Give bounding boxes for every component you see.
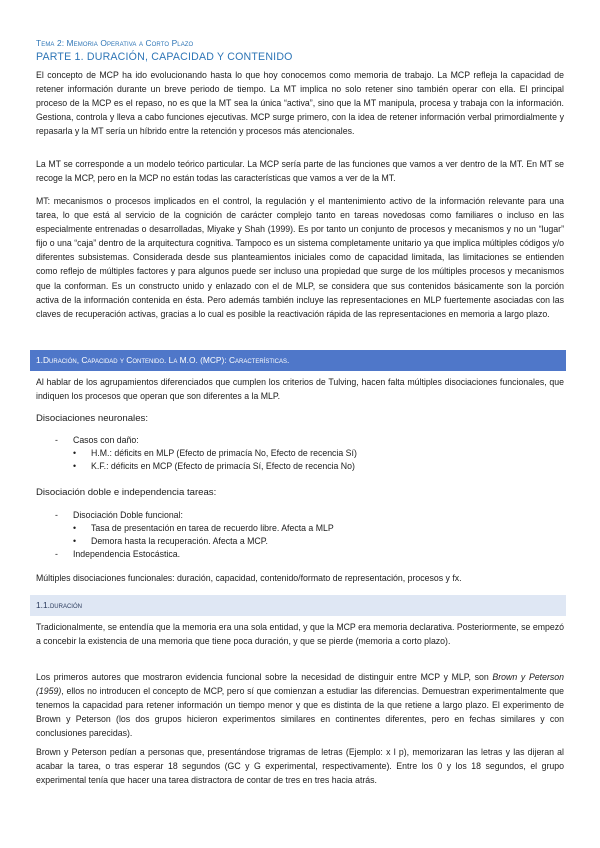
part-title: PARTE 1. DURACIÓN, CAPACIDAD Y CONTENIDO xyxy=(36,51,293,63)
list-item: H.M.: déficits en MLP (Efecto de primacía No, Efecto de recencia Sí) xyxy=(91,448,357,458)
double-dissociation-heading: Disociación doble e independencia tareas: xyxy=(36,487,217,498)
subsection-heading-bar xyxy=(30,595,566,616)
list-item: Demora hasta la recuperación. Afecta a MCP. xyxy=(91,536,268,546)
text-run: Los primeros autores que mostraron evidencia funcional sobre la necesidad de distinguir entre MCP y MLP, son xyxy=(36,672,493,682)
paragraph-mt-definition: MT: mecanismos o procesos implicados en el control, la regulación y el mantenimiento activo de la información relevante para una tarea, lo que está al servicio de la cognición de carácter complejo tanto en tareas novedosas como familiares o incluso en las especialmente entrenadas o desarrolladas, Miyake y Shah (1999). Es por tanto un conjunto de procesos y mecanismos y no un “lugar” fijo o una “caja” dentro de la arquitectura cognitiva. Tampoco es un sistema completamente unitario ya que implica múltiples códigos y/o diferentes subsistemas. Considerada desde sus planteamientos iniciales como de capacidad limitada, las limitaciones se entienden como reflejo de múltiples factores y para algunos puede ser incluso una propiedad que surge de los múltiples procesos y mecanismos que la conforman. Es un constructo unido y enlazado con el de MLP, se considera que sus contenidos básicamente son la porción activa de la información contenida en ésta. Pero además también incluye las representaciones en MLP fuertemente asociadas con las claves de recuperación activas, gracias a lo cual es posible la reactivación rápida de las representaciones en memoria a largo plazo. xyxy=(36,196,564,319)
list-item-group: Casos con daño: xyxy=(73,435,139,445)
list-dash: - xyxy=(55,549,58,559)
list-item: K.F.: déficits en MCP (Efecto de primacía Sí, Efecto de recencia No) xyxy=(91,461,355,471)
topic-heading: Tema 2: Memoria Operativa a Corto Plazo xyxy=(36,38,194,48)
paragraph-disociaciones: Al hablar de los agrupamientos diferenciados que cumplen los criterios de Tulving, hacen falta múltiples disociaciones funcionales, que indiquen los procesos que operan que son diferentes a la MLP. xyxy=(36,377,564,402)
list-bullet: • xyxy=(73,523,77,533)
list-bullet: • xyxy=(73,536,77,546)
paragraph-multiple-dissociations: Múltiples disociaciones funcionales: duración, capacidad, contenido/formato de representación, procesos y fx. xyxy=(36,573,462,583)
text-run: , ellos no introducen el concepto de MCP, pero sí que comienzan a estudiar las diferencias. Demuestran experimentalmente que tenemos la capacidad para retener información un tiempo menor y que es distinta de la que retiene a largo plazo. El experimento de Brown y Peterson (los dos grupos hicieron experimentos similares en continentes diferentes, pero en fechas similares y con conclusiones parecidas). xyxy=(36,686,564,739)
list-dash: - xyxy=(55,435,58,445)
list-item-group: Disociación Doble funcional: xyxy=(73,510,183,520)
paragraph-tradicionalmente: Tradicionalmente, se entendía que la memoria era una sola entidad, y que la MCP era memoria declarativa. Posteriormente, se empezó a concebir la existencia de una memoria que tiene poca duración, y que se pierde (memoria a corto plazo). xyxy=(36,622,564,647)
paragraph-experiment: Brown y Peterson pedían a personas que, presentándose trigramas de letras (Ejemplo: x l p), memorizaran las letras y las dijeran al acabar la tarea, o tras esperar 18 segundos (GC y G experimental, respectivamente). Entre los 0 y los 18 segundos, el grupo experimental tenía que hacer una tarea distractora de contar de tres en tres hacia atrás. xyxy=(36,747,564,786)
section-heading: 1.Duración, Capacidad y Contenido. La M.O. (MCP): Características. xyxy=(36,355,290,365)
list-bullet: • xyxy=(73,448,77,458)
list-item-group: Independencia Estocástica. xyxy=(73,549,181,559)
citation: Brown y Peterson (1959) xyxy=(36,672,565,697)
paragraph-mcp-mt: El concepto de MCP ha ido evolucionando hasta lo que hoy conocemos como memoria de trabajo. La MCP refleja la capacidad de retener información durante un breve periodo de tiempo. La MT implica no solo retener sino también operar con ella. El principal proceso de la MCP es el repaso, no es que la MT sea la única “activa”, sino que la MT manipula, procesa y trabaja con la información. Gestiona, controla y lleva a cabo funciones ejecutivas. MCP surge primero, con la idea de retener información verbal primordialmente y repasarla y la MT sería un híbrido entre la retención y procesos más atencionales. xyxy=(36,70,564,137)
list-dash: - xyxy=(55,510,58,520)
list-item: Tasa de presentación en tarea de recuerdo libre. Afecta a MLP xyxy=(91,523,334,533)
subsection-heading: 1.1.duración xyxy=(36,600,82,610)
paragraph-mt-model: La MT se corresponde a un modelo teórico particular. La MCP sería parte de las funciones que vamos a ver dentro de la MT. En MT se recoge la MCP, pero en la MCP no están todas las características que vamos a ver de la MT. xyxy=(36,159,564,184)
neural-dissociations-heading: Disociaciones neuronales: xyxy=(36,413,148,424)
section-heading-bar xyxy=(30,350,566,371)
list-bullet: • xyxy=(73,461,77,471)
paragraph-brown-peterson xyxy=(36,670,564,740)
